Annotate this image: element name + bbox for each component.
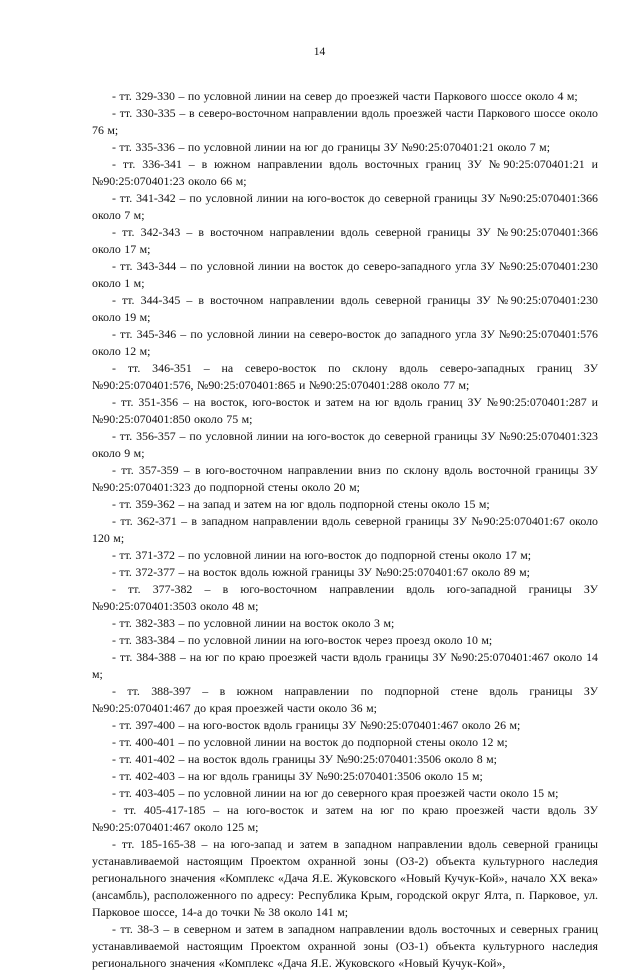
boundary-segment-paragraph: - тт. 372-377 – на восток вдоль южной границы ЗУ №90:25:070401:67 около 89 м; bbox=[112, 565, 530, 579]
boundary-segment-paragraph: - тт. 336-341 – в южном направлении вдоль восточных границ ЗУ №90:25:070401:21 и №90:25:070401:23 около 66 м; bbox=[92, 157, 598, 188]
boundary-segment-paragraph: - тт. 38-3 – в северном и затем в западном направлении вдоль восточных и северных границ устанавливаемой настоящим Проектом охранной зоны (ОЗ-1) объекта культурного наследия регионального значения «Комплекс «Дача Я.Е. Жуковского «Новый Кучук-Кой», bbox=[92, 922, 598, 970]
boundary-description-text bbox=[92, 88, 598, 972]
boundary-segment-paragraph: - тт. 359-362 – на запад и затем на юг вдоль подпорной стены около 15 м; bbox=[112, 497, 490, 511]
boundary-segment-paragraph: - тт. 377-382 – в юго-восточном направлении вдоль юго-западной границы ЗУ №90:25:070401:3503 около 48 м; bbox=[92, 582, 598, 613]
boundary-segment-paragraph: - тт. 397-400 – на юго-восток вдоль границы ЗУ №90:25:070401:467 около 26 м; bbox=[112, 718, 521, 732]
boundary-segment-paragraph: - тт. 343-344 – по условной линии на восток до северо-западного угла ЗУ №90:25:070401:230 около 1 м; bbox=[92, 259, 598, 290]
boundary-segment-paragraph: - тт. 330-335 – в северо-восточном направлении вдоль проезжей части Паркового шоссе около 76 м; bbox=[92, 106, 598, 137]
boundary-segment-paragraph: - тт. 388-397 – в южном направлении по подпорной стене вдоль границы ЗУ №90:25:070401:467 до края проезжей части около 36 м; bbox=[92, 684, 598, 715]
boundary-segment-paragraph: - тт. 351-356 – на восток, юго-восток и затем на юг вдоль границ ЗУ №90:25:070401:287 и №90:25:070401:850 около 75 м; bbox=[92, 395, 598, 426]
boundary-segment-paragraph: - тт. 342-343 – в восточном направлении вдоль северной границы ЗУ №90:25:070401:366 около 17 м; bbox=[92, 225, 598, 256]
boundary-segment-paragraph: - тт. 403-405 – по условной линии на юг до северного края проезжей части около 15 м; bbox=[112, 786, 559, 800]
boundary-segment-paragraph: - тт. 344-345 – в восточном направлении вдоль северной границы ЗУ №90:25:070401:230 около 19 м; bbox=[92, 293, 598, 324]
boundary-segment-paragraph: - тт. 335-336 – по условной линии на юг до границы ЗУ №90:25:070401:21 около 7 м; bbox=[112, 140, 550, 154]
boundary-segment-paragraph: - тт. 341-342 – по условной линии на юго-восток до северной границы ЗУ №90:25:070401:366 около 7 м; bbox=[92, 191, 598, 222]
boundary-segment-paragraph: - тт. 401-402 – на восток вдоль границы ЗУ №90:25:070401:3506 около 8 м; bbox=[112, 752, 497, 766]
boundary-segment-paragraph: - тт. 362-371 – в западном направлении вдоль северной границы ЗУ №90:25:070401:67 около 120 м; bbox=[92, 514, 598, 545]
boundary-segment-paragraph: - тт. 405-417-185 – на юго-восток и затем на юг по краю проезжей части вдоль ЗУ №90:25:070401:467 около 125 м; bbox=[92, 803, 598, 834]
boundary-segment-paragraph: - тт. 402-403 – на юг вдоль границы ЗУ №90:25:070401:3506 около 15 м; bbox=[112, 769, 483, 783]
boundary-segment-paragraph: - тт. 356-357 – по условной линии на юго-восток до северной границы ЗУ №90:25:070401:323 около 9 м; bbox=[92, 429, 598, 460]
boundary-segment-paragraph: - тт. 383-384 – по условной линии на юго-восток через проезд около 10 м; bbox=[112, 633, 493, 647]
boundary-segment-paragraph: - тт. 371-372 – по условной линии на юго-восток до подпорной стены около 17 м; bbox=[112, 548, 532, 562]
page-number: 14 bbox=[313, 46, 326, 58]
boundary-segment-paragraph: - тт. 382-383 – по условной линии на восток около 3 м; bbox=[112, 616, 395, 630]
boundary-segment-paragraph: - тт. 346-351 – на северо-восток по склону вдоль северо-западных границ ЗУ №90:25:070401:576, №90:25:070401:865 и №90:25:070401:288 около 77 м; bbox=[92, 361, 598, 392]
boundary-segment-paragraph: - тт. 329-330 – по условной линии на север до проезжей части Паркового шоссе около 4 м; bbox=[112, 89, 578, 103]
boundary-segment-paragraph: - тт. 384-388 – на юг по краю проезжей части вдоль границы ЗУ №90:25:070401:467 около 14 м; bbox=[92, 650, 598, 681]
boundary-segment-paragraph: - тт. 400-401 – по условной линии на восток до подпорной стены около 12 м; bbox=[112, 735, 508, 749]
boundary-segment-paragraph: - тт. 345-346 – по условной линии на северо-восток до западного угла ЗУ №90:25:070401:576 около 12 м; bbox=[92, 327, 598, 358]
boundary-segment-paragraph: - тт. 185-165-38 – на юго-запад и затем в западном направлении вдоль северной границы устанавливаемой настоящим Проектом охранной зоны (ОЗ-2) объекта культурного наследия регионального значения «Комплекс «Дача Я.Е. Жуковского «Новый Кучук-Кой», начало XX века» (ансамбль), расположенного по адресу: Республика Крым, городской округ Ялта, п. Парковое, ул. Парковое шоссе, 14-а до точки № 38 около 141 м; bbox=[92, 837, 598, 919]
boundary-segment-paragraph: - тт. 357-359 – в юго-восточном направлении вниз по склону вдоль восточной границы ЗУ №90:25:070401:323 до подпорной стены около 20 м; bbox=[92, 463, 598, 494]
